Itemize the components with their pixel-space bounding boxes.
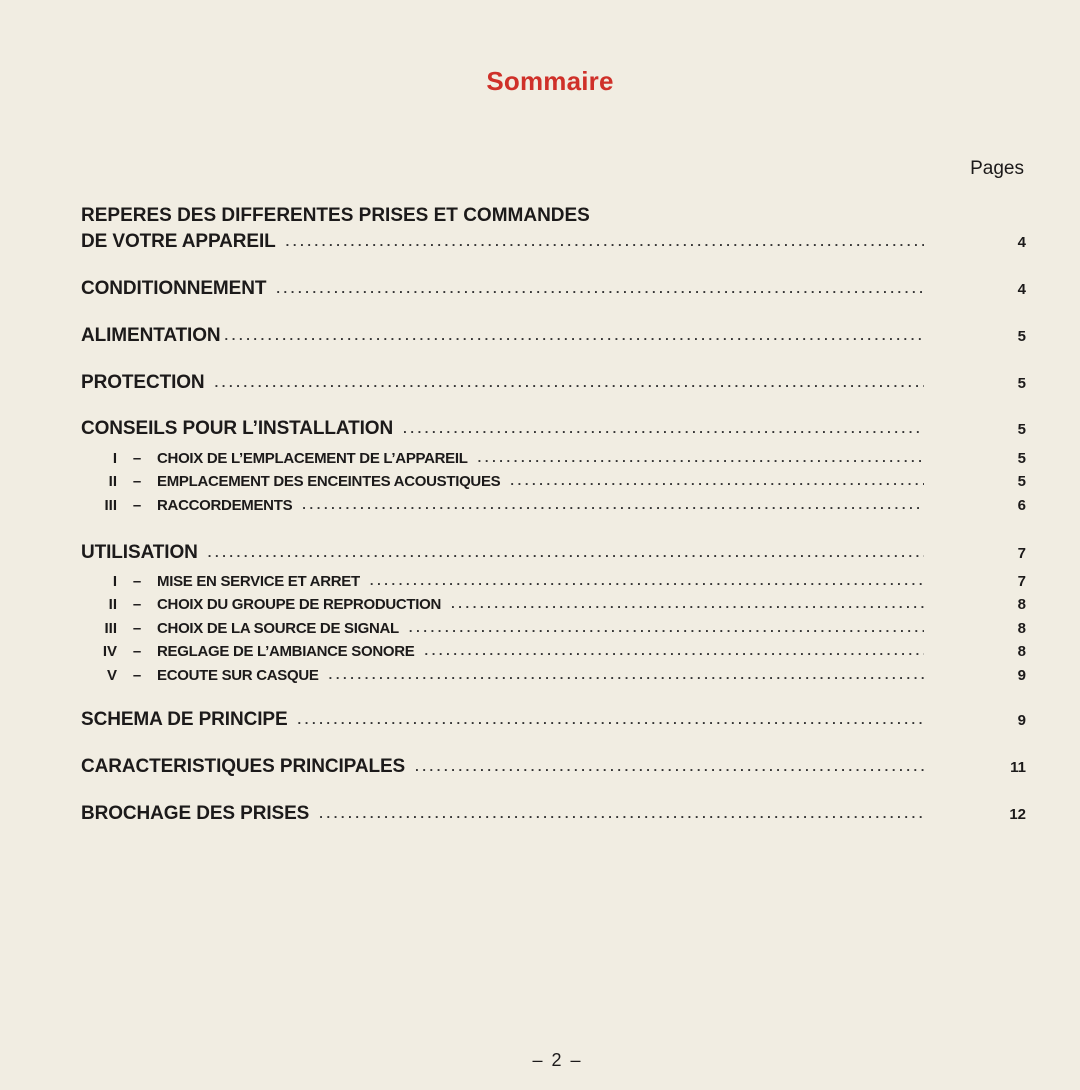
toc-entry-label: CONDITIONNEMENT (81, 278, 267, 299)
toc-page-number: 8 (1017, 596, 1026, 613)
toc-subentry-numeral: II (108, 473, 117, 490)
toc-subentry-numeral: II (108, 596, 117, 613)
toc-page-number: 5 (1017, 375, 1026, 392)
toc-page-number: 4 (1017, 234, 1026, 251)
toc-subentry-numeral: I (112, 450, 117, 467)
toc-entry-label: CHOIX DE LA SOURCE DE SIGNAL (157, 620, 399, 637)
dot-leader (215, 375, 924, 388)
toc-entry-label: UTILISATION (81, 542, 198, 563)
dot-leader (451, 596, 924, 609)
toc-page-number: 9 (1017, 667, 1026, 684)
dot-leader (276, 281, 924, 294)
dot-leader (302, 497, 924, 510)
toc-entry-label: PROTECTION (81, 372, 205, 393)
dot-leader (225, 328, 924, 341)
toc-subentry-numeral: III (104, 497, 117, 514)
toc-entry-label: DE VOTRE APPAREIL (81, 231, 276, 252)
dot-leader (510, 473, 924, 486)
toc-page-number: 5 (1017, 450, 1026, 467)
toc-subentry[interactable] (81, 667, 1026, 684)
toc-subentry-dash: – (132, 643, 142, 660)
toc-page-number: 5 (1017, 473, 1026, 490)
toc-page-number: 5 (1017, 421, 1026, 438)
toc-subentry-numeral: V (106, 667, 117, 684)
toc-entry-protection[interactable] (81, 372, 1026, 394)
toc-subentry-dash: – (132, 667, 142, 684)
toc-entry-label: REGLAGE DE L’AMBIANCE SONORE (157, 643, 415, 660)
toc-entry-utilisation[interactable] (81, 542, 1026, 564)
dot-leader (370, 573, 924, 586)
toc-entry-label: BROCHAGE DES PRISES (81, 803, 310, 824)
toc-page-number: 8 (1017, 620, 1026, 637)
dot-leader (286, 234, 924, 247)
dot-leader (298, 712, 924, 725)
toc-subentry[interactable] (81, 573, 1026, 590)
toc-subentry-dash: – (132, 450, 142, 467)
toc-entry-label: CHOIX DE L’EMPLACEMENT DE L’APPAREIL (157, 450, 468, 467)
toc-entry-label: ALIMENTATION (81, 325, 221, 346)
toc-entry-schema[interactable] (81, 709, 1026, 731)
toc-subentry[interactable] (81, 450, 1026, 467)
toc-subentry-dash: – (132, 473, 142, 490)
toc-subentry[interactable] (81, 473, 1026, 490)
toc-page-number: 8 (1017, 643, 1026, 660)
toc-entry-label: EMPLACEMENT DES ENCEINTES ACOUSTIQUES (157, 473, 501, 490)
toc-entry-label: SCHEMA DE PRINCIPE (81, 709, 288, 730)
dot-leader (319, 806, 924, 819)
toc-page-number: 7 (1017, 545, 1026, 562)
toc-subentry-dash: – (132, 573, 142, 590)
toc-entry-label: CARACTERISTIQUES PRINCIPALES (81, 756, 406, 777)
toc-entry-brochage[interactable] (81, 803, 1026, 825)
toc-subentry-numeral: III (104, 620, 117, 637)
toc-entry-label: ECOUTE SUR CASQUE (157, 667, 319, 684)
toc-page-number: 5 (1017, 328, 1026, 345)
toc-page-number: 6 (1017, 497, 1026, 514)
dot-leader (415, 759, 924, 772)
toc-entry-caracteristiques[interactable] (81, 756, 1026, 778)
toc-page-number: 9 (1017, 712, 1026, 729)
toc-subentry-numeral: IV (102, 643, 117, 660)
toc-subentry-dash: – (132, 596, 142, 613)
dot-leader (329, 667, 924, 680)
page-title: Sommaire (486, 66, 614, 96)
toc-subentry-numeral: I (112, 573, 117, 590)
toc-entry-label: CHOIX DU GROUPE DE REPRODUCTION (157, 596, 442, 613)
toc-entry-reperes[interactable] (81, 205, 1026, 252)
toc-entry-alimentation[interactable] (81, 325, 1026, 347)
toc-subentry[interactable] (81, 497, 1026, 514)
toc-page-number: 7 (1017, 573, 1026, 590)
toc-subentry[interactable] (81, 620, 1026, 637)
toc-subentry[interactable] (81, 643, 1026, 660)
dot-leader (478, 450, 924, 463)
toc-entry-label: CONSEILS POUR L’INSTALLATION (81, 418, 394, 439)
dot-leader (403, 421, 924, 434)
toc-entry-conditionnement[interactable] (81, 278, 1026, 300)
dot-leader (409, 620, 924, 633)
toc-subentry-dash: – (132, 497, 142, 514)
toc-entry-label: RACCORDEMENTS (157, 497, 293, 514)
toc-entry-label: REPERES DES DIFFERENTES PRISES ET COMMANDES (81, 205, 590, 226)
dot-leader (424, 643, 924, 656)
page-number-footer: – 2 – (532, 1050, 583, 1070)
toc-page-number: 11 (1010, 759, 1026, 776)
toc-entry-label: MISE EN SERVICE ET ARRET (157, 573, 360, 590)
toc-entry-conseils[interactable] (81, 418, 1026, 440)
toc-subentry-dash: – (132, 620, 142, 637)
toc-page-number: 4 (1017, 281, 1026, 298)
pages-column-header: Pages (970, 158, 1024, 179)
toc-page-number: 12 (1009, 806, 1026, 823)
toc-subentry[interactable] (81, 596, 1026, 613)
dot-leader (208, 545, 924, 558)
